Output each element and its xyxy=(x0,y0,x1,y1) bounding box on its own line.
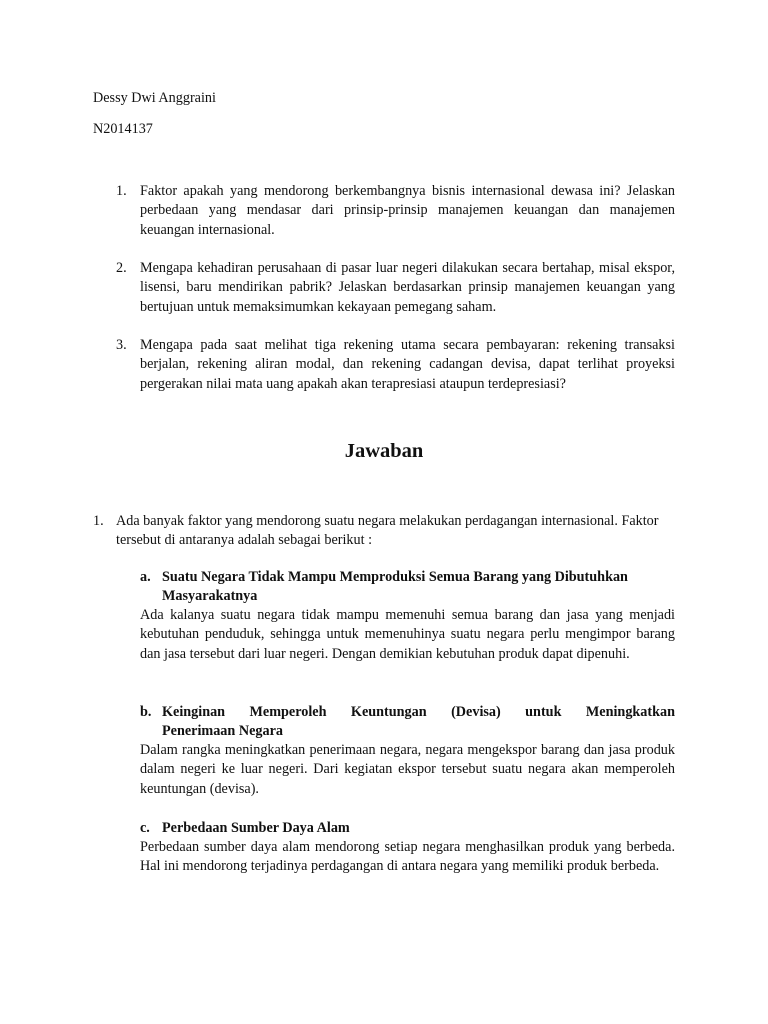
question-number: 3. xyxy=(116,337,127,353)
answer-number: 1. xyxy=(93,513,104,529)
factor-letter: c. xyxy=(140,820,150,836)
factor-letter: a. xyxy=(140,569,151,585)
factor-heading-continued: Masyarakatnya xyxy=(162,588,258,604)
factor-heading-continued: Penerimaan Negara xyxy=(162,723,283,739)
factor-heading: Perbedaan Sumber Daya Alam xyxy=(162,820,350,836)
author-name: Dessy Dwi Anggraini xyxy=(93,90,216,106)
answer-intro: Ada banyak faktor yang mendorong suatu negara melakukan perdagangan internasional. Faktor tersebut di antaranya adalah sebagai berikut : xyxy=(116,513,659,549)
question-text: Faktor apakah yang mendorong berkembangnya bisnis internasional dewasa ini? Jelaskan perbedaan yang mendasar dari prinsip-prinsip manajemen keuangan dan manajemen keuangan internasional. xyxy=(140,183,675,238)
question-number: 2. xyxy=(116,260,127,276)
question-number: 1. xyxy=(116,183,127,199)
answer-title: Jawaban xyxy=(344,440,424,462)
factor-heading: Keinginan Memperoleh Keuntungan (Devisa) untuk Meningkatkan xyxy=(162,704,675,720)
student-id: N2014137 xyxy=(93,121,153,137)
factor-body: Dalam rangka meningkatkan penerimaan negara, negara mengekspor barang dan jasa produk dalam negeri ke luar negeri. Dari kegiatan ekspor tersebut suatu negara akan memperoleh keuntungan (devisa). xyxy=(140,742,675,797)
factor-body: Perbedaan sumber daya alam mendorong setiap negara menghasilkan produk yang berbeda. Hal ini mendorong terjadinya perdagangan di antara negara yang memiliki produk berbeda. xyxy=(140,839,675,875)
question-text: Mengapa pada saat melihat tiga rekening utama secara pembayaran: rekening transaksi berjalan, rekening aliran modal, dan rekening cadangan devisa, dapat terlihat proyeksi pergerakan nilai mata uang apakah akan terapresiasi ataupun terdepresiasi? xyxy=(140,337,675,392)
factor-body: Ada kalanya suatu negara tidak mampu memenuhi semua barang dan jasa yang menjadi kebutuhan penduduk, sehingga untuk memenuhinya suatu negara perlu mengimpor barang dan jasa tersebut dari luar negeri. Dengan demikian kebutuhan produk dapat dipenuhi. xyxy=(140,607,675,662)
factor-letter: b. xyxy=(140,704,152,720)
question-text: Mengapa kehadiran perusahaan di pasar luar negeri dilakukan secara bertahap, misal ekspor, lisensi, baru mendirikan pabrik? Jelaskan berdasarkan prinsip manajemen keuangan yang bertujuan untuk memaksimumkan kekayaan pemegang saham. xyxy=(140,260,675,315)
factor-heading: Suatu Negara Tidak Mampu Memproduksi Semua Barang yang Dibutuhkan xyxy=(162,569,628,585)
